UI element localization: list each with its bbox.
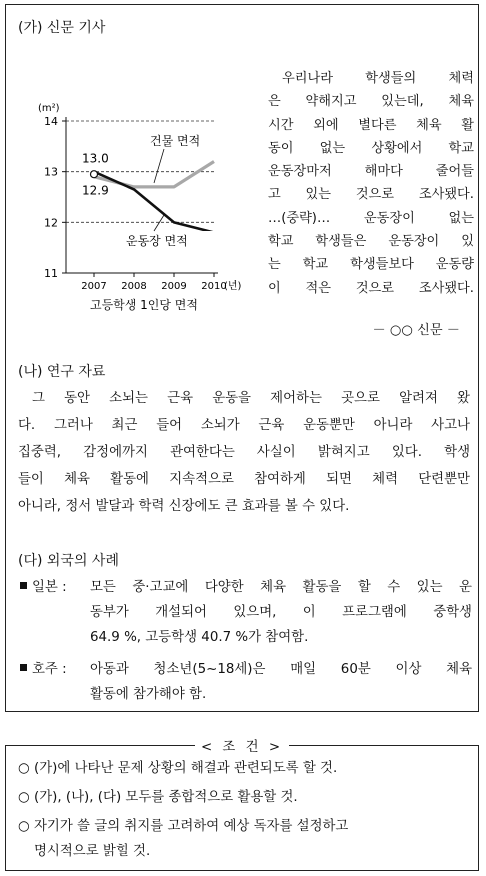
paragraph-line: 아니라, 정서 발달과 학력 신장에도 큰 효과를 볼 수 있다. (18, 499, 350, 514)
article-line: 학교 학생들은 운동장이 있 (268, 234, 474, 250)
case-label: 호주 : (32, 662, 67, 677)
paragraph-line: 들이 체육 활동에 지속적으로 참여하게 되면 체력 단련뿐만 (18, 472, 470, 487)
x-tick-label: 2009 (161, 281, 187, 292)
article-source: － ○○ 신문 － (372, 323, 460, 338)
research-paragraph (18, 385, 470, 520)
case-label: 일본 : (32, 580, 67, 595)
x-tick-label: 2007 (81, 281, 107, 292)
square-bullet-icon (20, 664, 27, 671)
area-chart (16, 91, 266, 321)
article-line: …(중략)… 운동장이 없는 (268, 210, 474, 226)
paragraph-line: 집중력, 감정에까지 관여한다는 사실이 밝혀지고 있다. 학생 (18, 445, 470, 460)
case-line: 모든 중·고교에 다양한 체육 활동을 할 수 있는 운 (90, 580, 472, 595)
case-line: 활동에 참가해야 함. (90, 687, 207, 702)
article-line: 고 있는 것으로 조사됐다. (268, 187, 474, 203)
case-line: 동부가 개설되어 있으며, 이 프로그램에 중학생 (90, 605, 472, 620)
conditions-box (5, 740, 479, 871)
data-label-12-9: 12.9 (82, 183, 109, 198)
circle-bullet-icon: ○ (18, 761, 30, 776)
paragraph-line: 그 동안 소뇌는 근육 운동을 제어하는 곳으로 알려져 왔 (32, 391, 470, 406)
conditions-title: < 조 건 > (6, 736, 478, 755)
article-line: 은 약해지고 있는데, 체육 (268, 94, 474, 110)
x-axis-label: (년) (224, 281, 242, 292)
y-tick-label: 11 (44, 267, 58, 280)
series-label-building: 건물 면적 (150, 134, 201, 148)
article-line: 시간 외에 별다른 체육 활 (268, 117, 474, 133)
condition-text: 자기가 쓸 글의 취지를 고려하여 예상 독자를 설정하고 (34, 819, 349, 834)
case-australia (20, 657, 472, 707)
leader-line (154, 215, 164, 231)
article-line: 우리나라 학생들의 체력 (282, 71, 474, 86)
data-label-13-0: 13.0 (82, 151, 109, 166)
case-line: 아동과 청소년(5~18세)은 매일 60분 이상 체육 (90, 662, 472, 677)
article-line: 이 적은 것으로 조사됐다. (268, 280, 474, 296)
series-label-playground: 운동장 면적 (126, 234, 188, 248)
chart-caption: 고등학생 1인당 면적 (89, 298, 199, 312)
article-line: 동이 없는 상황에서 학교 (268, 140, 474, 156)
y-axis-label: (m²) (38, 103, 60, 114)
condition-text: (가), (나), (다) 모두를 종합적으로 활용할 것. (34, 790, 298, 805)
case-japan (20, 575, 472, 650)
section-c-title: (다) 외국의 사례 (18, 553, 119, 569)
section-b-title: (나) 연구 자료 (18, 364, 106, 380)
x-tick-label: 2008 (121, 281, 147, 292)
paragraph-line: 다. 그러나 최근 들어 소뇌가 근육 운동뿐만 아니라 사고나 (18, 418, 470, 433)
materials-box (5, 4, 479, 712)
condition-item (18, 814, 470, 864)
circle-bullet-icon: ○ (18, 819, 30, 834)
case-line: 64.9 %, 고등학생 40.7 %가 참여함. (90, 630, 309, 645)
y-tick-label: 14 (44, 115, 58, 128)
condition-item (18, 756, 470, 781)
series-line-building (94, 162, 214, 187)
x-tick-label: 2010 (201, 281, 227, 292)
circle-bullet-icon: ○ (18, 790, 30, 805)
leader-line (154, 149, 164, 183)
series-line-playground (94, 172, 214, 233)
newspaper-article (268, 67, 474, 300)
start-point-marker (91, 171, 98, 178)
condition-item (18, 785, 470, 810)
article-line: 는 학교 학생들보다 운동량 (268, 257, 474, 273)
condition-text: 명시적으로 밝힐 것. (34, 844, 151, 859)
square-bullet-icon (20, 582, 27, 589)
condition-text: (가)에 나타난 문제 상황의 해결과 관련되도록 할 것. (34, 761, 338, 776)
article-line: 운동장마저 해마다 줄어들 (268, 164, 474, 180)
y-tick-label: 13 (44, 165, 58, 179)
section-a-title: (가) 신문 기사 (18, 20, 106, 36)
y-tick-label: 12 (44, 216, 58, 230)
